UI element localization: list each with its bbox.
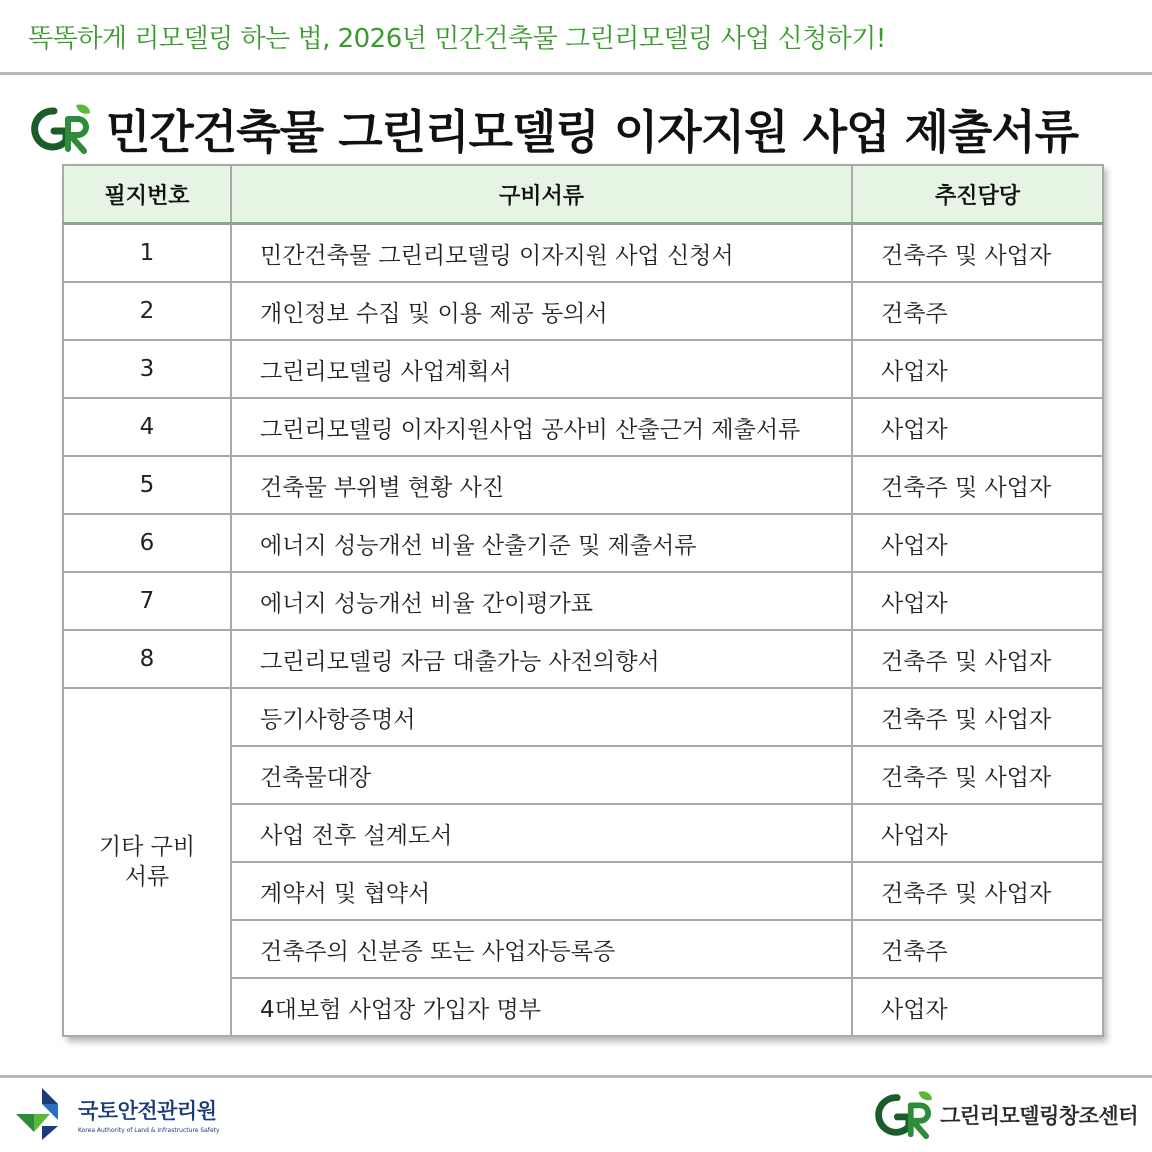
row-document: 그린리모델링 이자지원사업 공사비 산출근거 제출서류 — [231, 398, 852, 456]
table-row — [63, 456, 1103, 514]
row-responsible: 사업자 — [852, 340, 1103, 398]
row-number: 7 — [63, 572, 231, 630]
row-responsible: 건축주 및 사업자 — [852, 746, 1103, 804]
table-row — [63, 630, 1103, 688]
table-row — [63, 340, 1103, 398]
row-number: 5 — [63, 456, 231, 514]
row-responsible: 건축주 및 사업자 — [852, 224, 1103, 283]
row-responsible: 사업자 — [852, 572, 1103, 630]
row-number: 3 — [63, 340, 231, 398]
other-label-line1: 기타 구비 — [98, 834, 196, 860]
row-responsible: 건축주 및 사업자 — [852, 688, 1103, 746]
footer-divider — [0, 1075, 1152, 1078]
row-number: 1 — [63, 224, 231, 283]
grc-logo — [874, 1088, 1138, 1142]
row-document: 건축주의 신분증 또는 사업자등록증 — [231, 920, 852, 978]
row-document: 그린리모델링 사업계획서 — [231, 340, 852, 398]
page-title: 민간건축물 그린리모델링 이자지원 사업 제출서류 — [106, 105, 1079, 159]
table-row — [63, 398, 1103, 456]
row-responsible: 건축주 — [852, 282, 1103, 340]
row-document: 개인정보 수집 및 이용 제공 동의서 — [231, 282, 852, 340]
kalis-subtitle: Korea Authority of Land & Infrastructure Safety — [78, 1126, 220, 1134]
row-responsible: 건축주 및 사업자 — [852, 630, 1103, 688]
documents-table — [62, 164, 1104, 1037]
row-responsible: 사업자 — [852, 398, 1103, 456]
table-row — [63, 224, 1103, 283]
row-responsible: 사업자 — [852, 804, 1103, 862]
row-document: 건축물 부위별 현황 사진 — [231, 456, 852, 514]
row-number: 2 — [63, 282, 231, 340]
table-row — [63, 572, 1103, 630]
documents-table-wrapper — [62, 164, 1102, 1037]
column-header-responsible: 추진담당 — [852, 165, 1103, 224]
grc-name: 그린리모델링창조센터 — [940, 1104, 1138, 1128]
kalis-logo-icon — [14, 1086, 70, 1142]
row-document: 그린리모델링 자금 대출가능 사전의향서 — [231, 630, 852, 688]
title-row — [30, 94, 1078, 164]
other-label-line2: 서류 — [124, 864, 170, 890]
row-document: 에너지 성능개선 비율 간이평가표 — [231, 572, 852, 630]
row-document: 계약서 및 협약서 — [231, 862, 852, 920]
row-number: 8 — [63, 630, 231, 688]
kalis-name: 국토안전관리원 — [78, 1098, 217, 1123]
table-row — [63, 282, 1103, 340]
column-header-documents: 구비서류 — [231, 165, 852, 224]
kalis-logo — [14, 1086, 220, 1142]
banner-text: 똑똑하게 리모델링 하는 법, 2026년 민간건축물 그린리모델링 사업 신청하기! — [28, 24, 886, 54]
row-number: 6 — [63, 514, 231, 572]
table-row — [63, 514, 1103, 572]
row-document: 민간건축물 그린리모델링 이자지원 사업 신청서 — [231, 224, 852, 283]
row-document: 4대보험 사업장 가입자 명부 — [231, 978, 852, 1036]
row-document: 건축물대장 — [231, 746, 852, 804]
row-responsible: 건축주 및 사업자 — [852, 456, 1103, 514]
row-number: 4 — [63, 398, 231, 456]
row-document: 에너지 성능개선 비율 산출기준 및 제출서류 — [231, 514, 852, 572]
row-document: 등기사항증명서 — [231, 688, 852, 746]
row-responsible: 사업자 — [852, 514, 1103, 572]
table-row — [63, 688, 1103, 746]
other-documents-label — [63, 688, 231, 1036]
top-banner — [0, 0, 1152, 75]
gr-logo-icon — [30, 101, 92, 157]
gr-logo-icon — [874, 1088, 934, 1142]
row-document: 사업 전후 설계도서 — [231, 804, 852, 862]
table-header-row — [63, 165, 1103, 224]
column-header-number: 필지번호 — [63, 165, 231, 224]
row-responsible: 건축주 및 사업자 — [852, 862, 1103, 920]
row-responsible: 건축주 — [852, 920, 1103, 978]
row-responsible: 사업자 — [852, 978, 1103, 1036]
